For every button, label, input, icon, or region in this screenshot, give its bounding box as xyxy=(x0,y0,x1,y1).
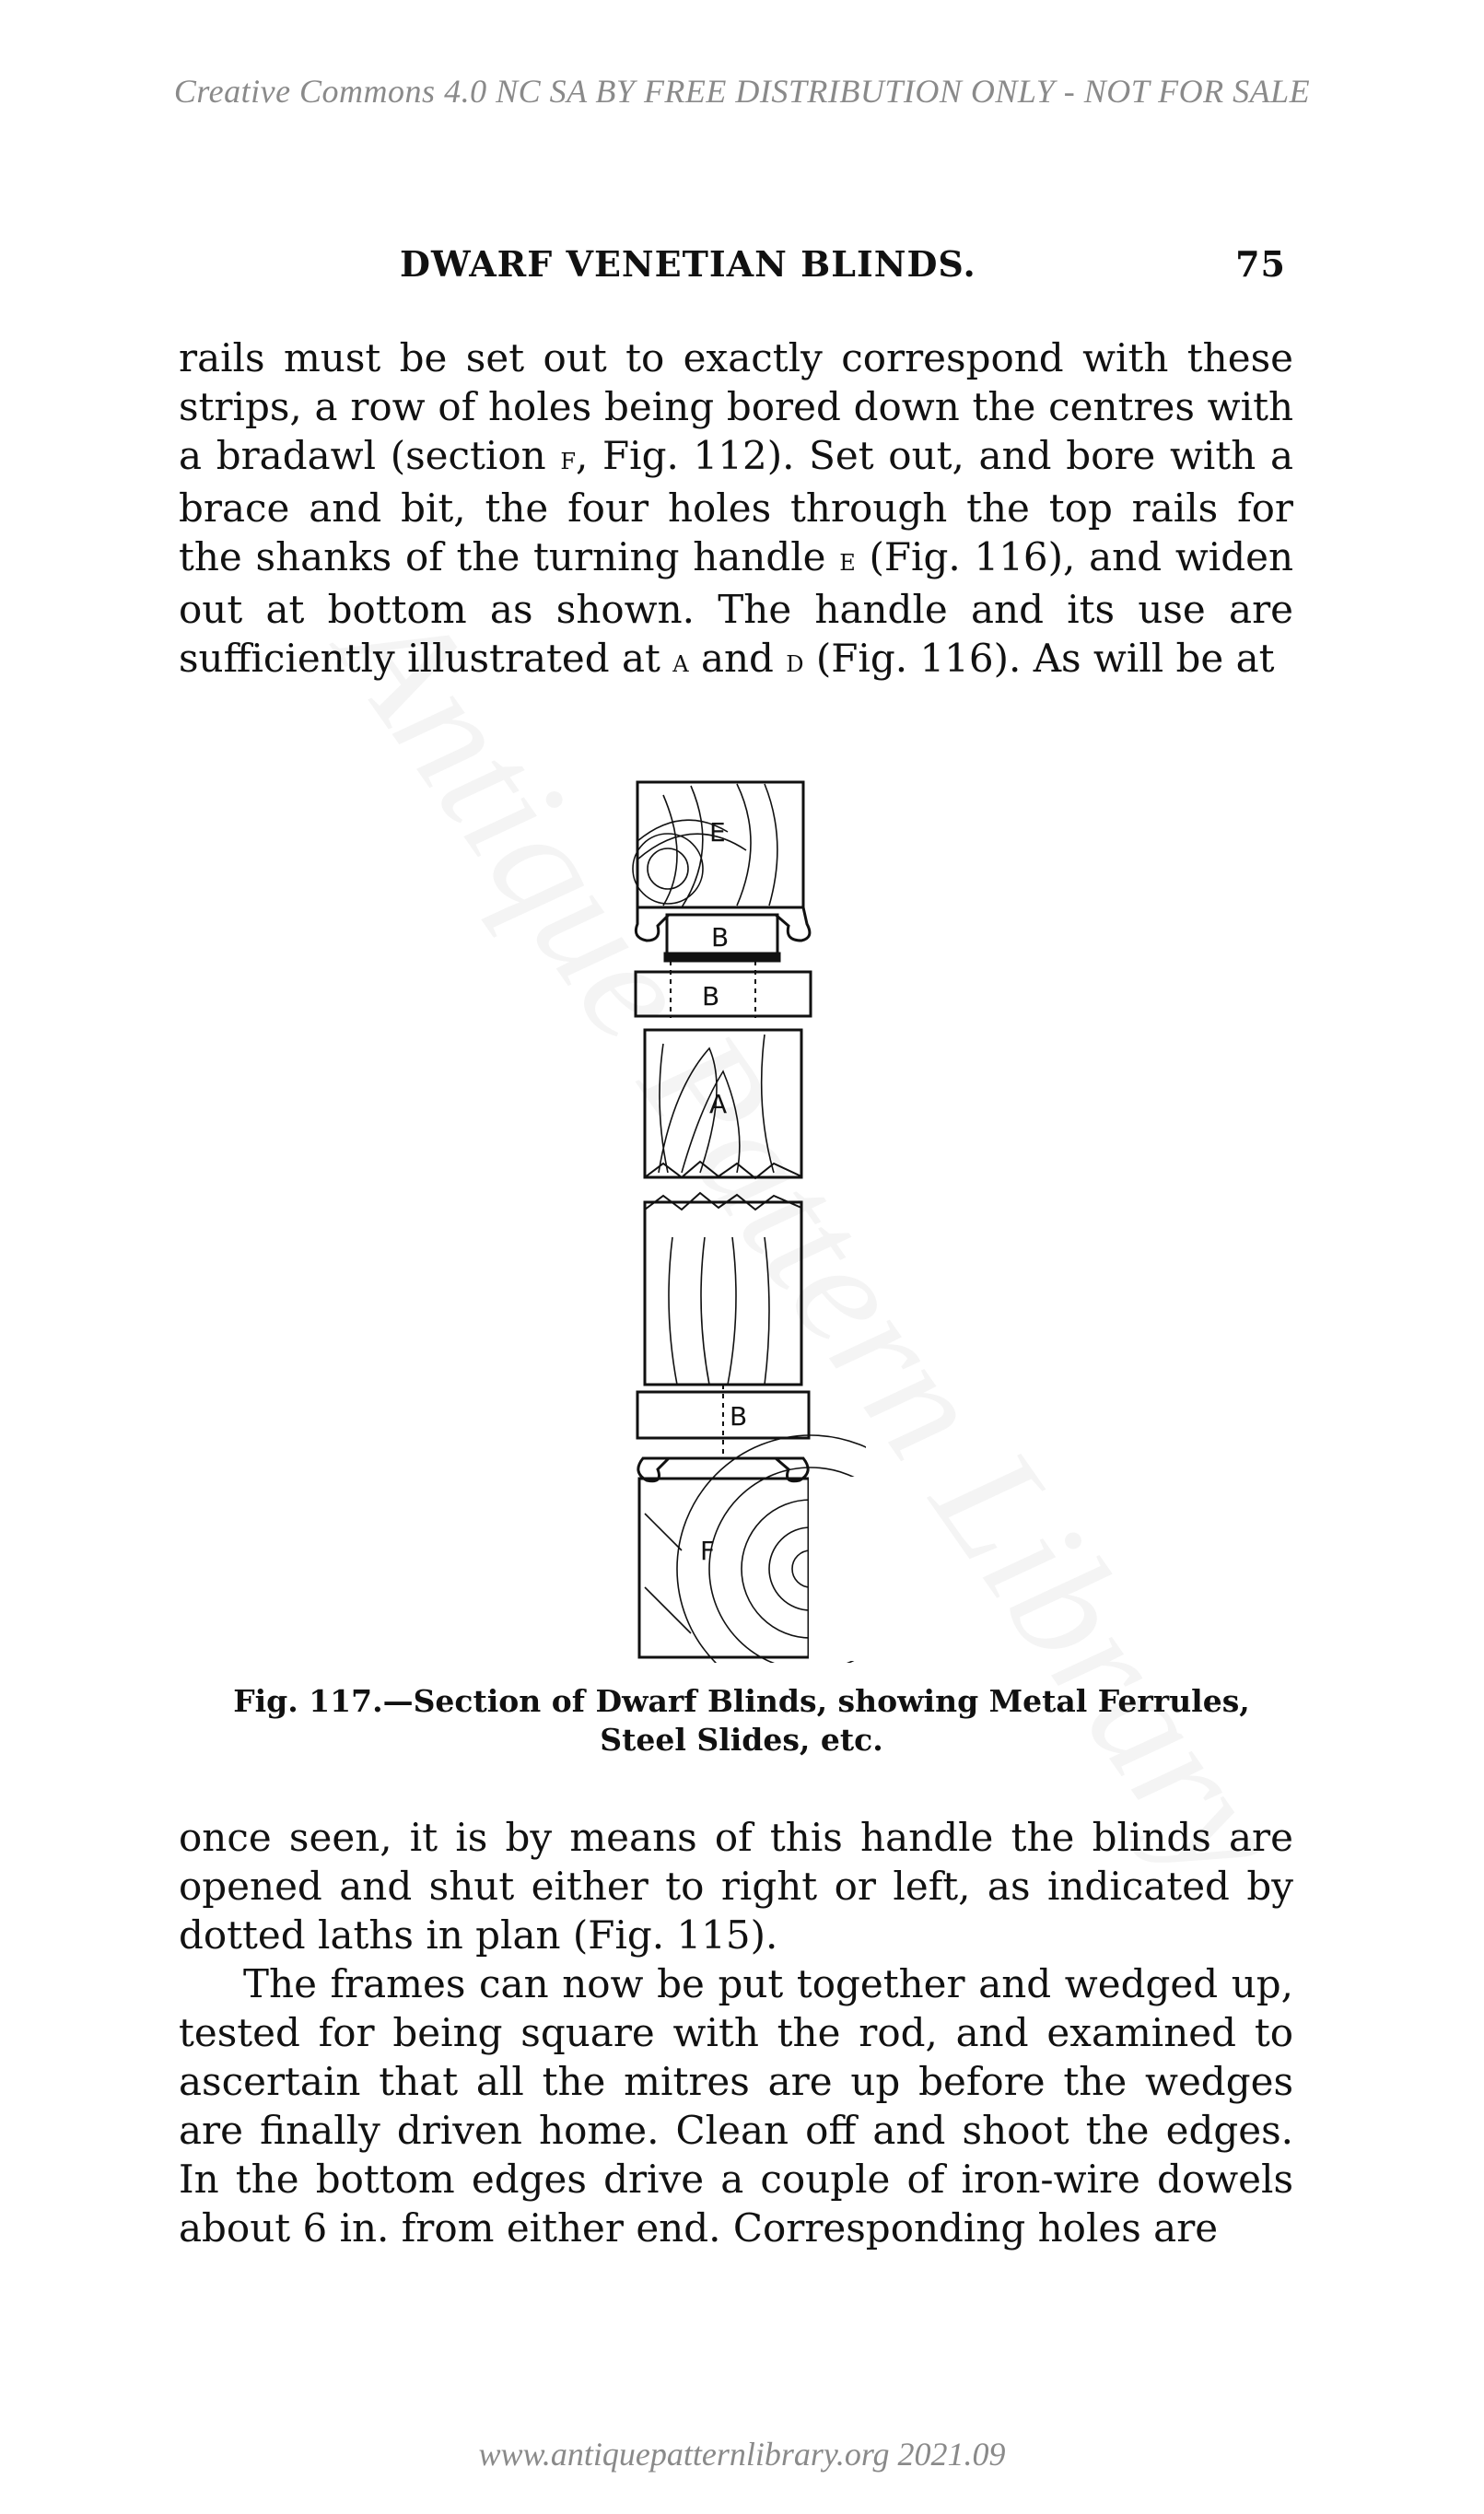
para1-text-1: rails must be set out to exactly correspond with these strips, a row of holes being bored down the centres with a bradawl (section xyxy=(179,335,1293,478)
page-number: 75 xyxy=(1235,243,1286,285)
figure-caption xyxy=(138,1682,1345,1760)
para1-letter-e: e xyxy=(839,542,856,579)
label-e: E xyxy=(709,817,726,848)
label-b-ferrule: B xyxy=(711,922,730,953)
para1-text-2: , Fig. 112). Set out, and bore with a brace and bit, the four holes through the top rails for the shanks of the turning handle xyxy=(179,433,1293,579)
para1-letter-a: a xyxy=(672,643,689,680)
para1-letter-d: d xyxy=(786,643,804,680)
page-title: DWARF VENETIAN BLINDS. xyxy=(400,243,976,285)
para1-text-5: (Fig. 116). As will be at xyxy=(803,636,1275,681)
label-f: F xyxy=(700,1536,716,1566)
paragraph-3 xyxy=(179,1959,1293,2252)
watermark-bottom: www.antiquepatternlibrary.org 2021.09 xyxy=(478,2436,1006,2473)
para1-text-4: and xyxy=(688,636,787,681)
caption-line-1: Fig. 117.—Section of Dwarf Blinds, showing Metal Ferrules, xyxy=(233,1683,1250,1719)
label-a: A xyxy=(709,1089,728,1119)
figure-117-blind-section xyxy=(626,777,866,1663)
paragraph-1 xyxy=(179,333,1293,686)
para1-letter-f: f xyxy=(560,440,577,477)
slat-top xyxy=(636,972,811,1016)
caption-line-2: Steel Slides, etc. xyxy=(600,1722,883,1758)
paragraph-2-text: once seen, it is by means of this handle the blinds are opened and shut either to right or left, as indicated by dotted laths in plan (Fig. 115). xyxy=(179,1815,1293,1958)
para1-text-3: (Fig. 116), and widen out at bottom as shown. The handle and its use are sufficiently illustrated at xyxy=(179,534,1293,681)
running-head xyxy=(179,243,1286,289)
watermark-top: Creative Commons 4.0 NC SA BY FREE DISTRIBUTION ONLY - NOT FOR SALE xyxy=(173,73,1311,110)
label-b-top: B xyxy=(702,981,720,1011)
paragraph-3-text: The frames can now be put together and wedged up, tested for being square with the rod, and examined to ascertain that all the mitres are up before the wedges are finally driven home. Clean off and shoot the edges. In the bottom edges drive a couple of iron-wire dowels about 6 in. from either end. Corresponding holes are xyxy=(179,1961,1293,2251)
paragraph-2 xyxy=(179,1813,1293,1959)
label-b-low: B xyxy=(730,1401,748,1432)
